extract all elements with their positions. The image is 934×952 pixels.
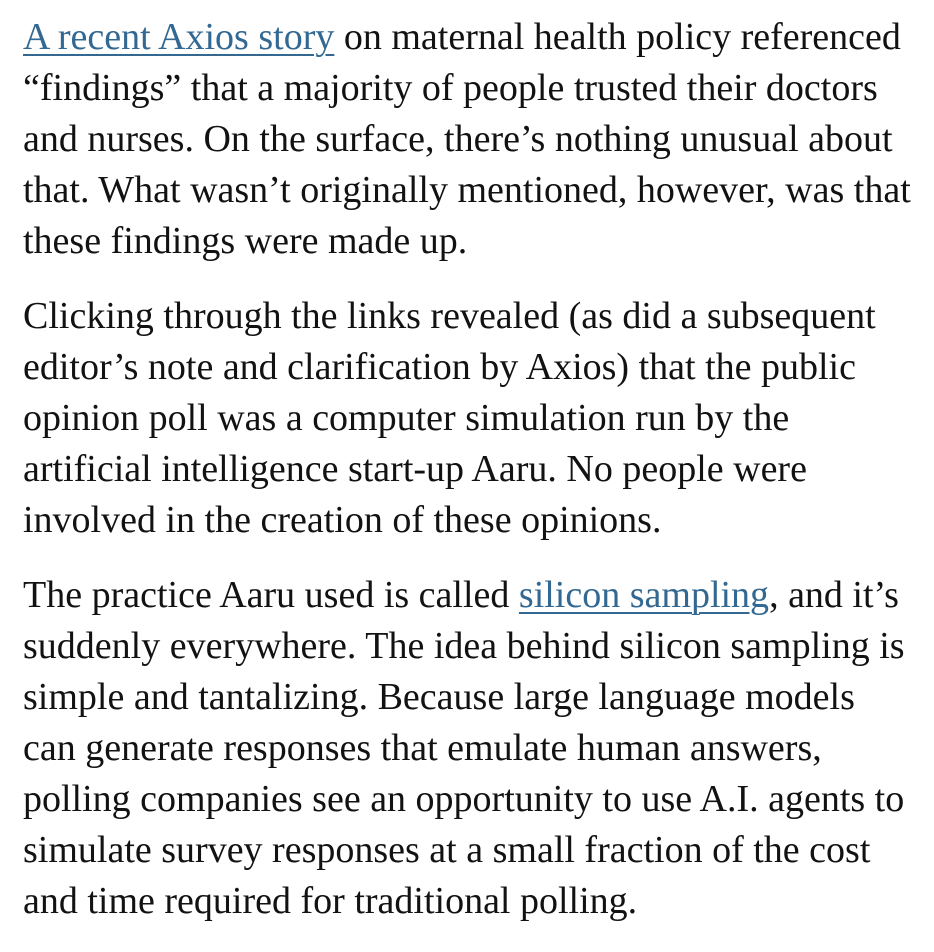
paragraph-axios-findings-text: on maternal health policy referenced “findings” that a majority of people trusted their doctors and nurses. On the surface, there’s nothing unusual about that. What wasn’t originally mentioned, however, was that these findings were made up. [23, 16, 911, 262]
paragraph-clicking-links-text: Clicking through the links revealed (as did a subsequent editor’s note and clarification by Axios) that the public opinion poll was a computer simulation run by the artificial intelligence start-up Aaru. No people were involved in the creation of these opinions. [23, 295, 876, 541]
silicon-sampling-link[interactable]: silicon sampling [518, 574, 770, 616]
paragraph-clicking-links [23, 291, 911, 546]
axios-story-link[interactable]: A recent Axios story [23, 16, 335, 58]
paragraph-axios-findings [23, 12, 911, 267]
paragraph-silicon-sampling [23, 570, 911, 927]
paragraph-silicon-sampling-text-after-link: , and it’s suddenly everywhere. The idea behind silicon sampling is simple and tantalizing. Because large language models can generate responses that emulate human answers, polling companies see an opportunity to use A.I. agents to simulate survey responses at a small fraction of the cost and time required for traditional polling. [23, 574, 905, 922]
paragraph-silicon-sampling-text-before-link: The practice Aaru used is called [23, 574, 519, 616]
